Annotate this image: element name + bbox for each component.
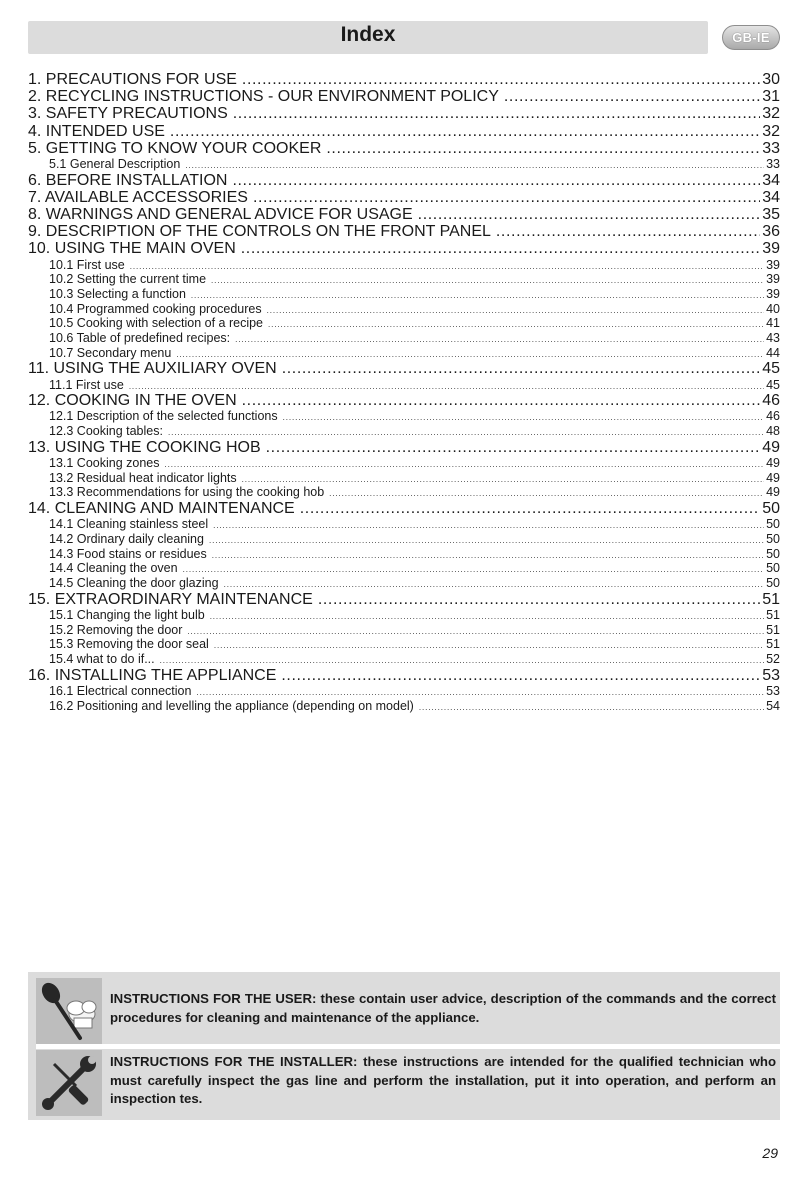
toc-page-number: 50 [766, 546, 780, 561]
toc-entry-title: 2. RECYCLING INSTRUCTIONS - OUR ENVIRONMENT POLICY [28, 88, 499, 106]
toc-entry-title: 15.2 Removing the door [49, 622, 183, 637]
toc-entry-title: 14.1 Cleaning stainless steel [49, 517, 209, 532]
toc-section-row [28, 360, 780, 377]
spoon-chef-hat-icon [36, 978, 102, 1044]
toc-section-row [28, 140, 780, 157]
toc-page-number: 50 [766, 561, 780, 576]
toc-subsection-row [28, 608, 780, 623]
toc-dot-leader [282, 360, 761, 377]
toc-dot-leader [504, 88, 760, 105]
language-badge: GB-IE [722, 25, 780, 50]
wrench-screwdriver-icon [36, 1050, 102, 1116]
toc-entry-title: 13.3 Recommendations for using the cooking hob [49, 485, 325, 500]
toc-dot-leader [300, 500, 760, 517]
toc-section-row [28, 439, 780, 456]
toc-dot-leader [266, 439, 761, 456]
toc-page-number: 53 [766, 683, 780, 698]
toc-dot-leader [496, 223, 760, 240]
toc-subsection-row [28, 331, 780, 346]
toc-section-row [28, 189, 780, 206]
toc-dot-leader [318, 591, 760, 608]
toc-section-row [28, 500, 780, 517]
toc-subsection-row [28, 157, 780, 172]
toc-page-number: 32 [762, 122, 780, 140]
toc-entry-title: 14.3 Food stains or residues [49, 546, 207, 561]
toc-subsection-row [28, 623, 780, 638]
toc-subsection-row [28, 576, 780, 591]
toc-subsection-row [28, 699, 780, 714]
toc-subsection-row [28, 258, 780, 273]
toc-entry-title: 1. PRECAUTIONS FOR USE [28, 71, 237, 88]
toc-section-row [28, 71, 780, 88]
toc-dot-leader [326, 140, 760, 157]
toc-entry-title: 10.7 Secondary menu [49, 345, 172, 360]
toc-dot-leader [281, 667, 760, 684]
toc-page-number: 54 [766, 698, 780, 713]
toc-page-number: 39 [766, 257, 780, 272]
page-number: 29 [762, 1145, 778, 1161]
toc-page-number: 33 [762, 139, 780, 157]
toc-entry-title: 15. EXTRAORDINARY MAINTENANCE [28, 590, 313, 608]
toc-entry-title: 14. CLEANING AND MAINTENANCE [28, 500, 295, 518]
toc-dot-leader [242, 71, 760, 88]
toc-page-number: 46 [766, 409, 780, 424]
toc-section-row [28, 172, 780, 189]
toc-subsection-row [28, 409, 780, 424]
toc-entry-title: 16.2 Positioning and levelling the appliance (depending on model) [49, 698, 414, 713]
toc-subsection-row [28, 471, 780, 486]
toc-page-number: 36 [762, 223, 780, 241]
toc-entry-title: 10.3 Selecting a function [49, 286, 186, 301]
toc-section-row [28, 105, 780, 122]
toc-subsection-row [28, 316, 780, 331]
toc-page-number: 50 [766, 517, 780, 532]
toc-page-number: 53 [762, 666, 780, 684]
toc-dot-leader [211, 274, 764, 289]
toc-dot-leader [165, 458, 765, 473]
toc-entry-title: 10.1 First use [49, 257, 125, 272]
toc-entry-title: 7. AVAILABLE ACCESSORIES [28, 188, 248, 206]
toc-page-number: 45 [766, 377, 780, 392]
toc-subsection-row [28, 547, 780, 562]
toc-entry-title: 10.2 Setting the current time [49, 272, 207, 287]
toc-entry-title: 10.6 Table of predefined recipes: [49, 331, 231, 345]
toc-page-number: 49 [762, 438, 780, 456]
toc-page-number: 40 [766, 301, 780, 316]
toc-page-number: 34 [762, 171, 780, 189]
toc-page-number: 49 [766, 456, 780, 470]
toc-dot-leader [213, 519, 764, 534]
toc-page-number: 32 [762, 105, 780, 123]
toc-dot-leader [419, 701, 764, 716]
toc-dot-leader [191, 289, 764, 304]
toc-page-number: 39 [762, 240, 780, 258]
toc-entry-title: 12.3 Cooking tables: [49, 424, 163, 439]
toc-entry-title: 13.2 Residual heat indicator lights [49, 470, 237, 485]
toc-page-number: 52 [766, 651, 780, 666]
toc-page-number: 50 [766, 576, 780, 590]
toc-dot-leader [235, 333, 764, 348]
toc-subsection-row [28, 684, 780, 699]
toc-section-row [28, 240, 780, 257]
toc-subsection-row [28, 287, 780, 302]
toc-dot-leader [170, 123, 760, 140]
toc-dot-leader [130, 260, 764, 275]
toc-entry-title: 5. GETTING TO KNOW YOUR COOKER [28, 139, 322, 157]
toc-dot-leader [209, 534, 764, 549]
toc-entry-title: 16.1 Electrical connection [49, 683, 192, 698]
page-title: Index [340, 23, 396, 46]
toc-page-number: 51 [766, 622, 780, 637]
toc-dot-leader [241, 240, 760, 257]
toc-subsection-row [28, 561, 780, 576]
toc-dot-leader [283, 411, 764, 426]
toc-page-number: 51 [766, 607, 780, 622]
toc-entry-title: 14.4 Cleaning the oven [49, 561, 178, 576]
toc-page-number: 39 [766, 272, 780, 287]
instruction-notes [28, 972, 780, 1120]
table-of-contents [28, 71, 780, 713]
toc-page-number: 50 [766, 531, 780, 546]
toc-entry-title: 11.1 First use [49, 377, 124, 392]
toc-dot-leader [233, 105, 760, 122]
toc-dot-leader [268, 318, 764, 333]
toc-page-number: 41 [766, 316, 780, 331]
toc-dot-leader [253, 189, 760, 206]
toc-entry-title: 5.1 General Description [49, 156, 181, 171]
toc-page-number: 49 [766, 470, 780, 485]
toc-subsection-row [28, 346, 780, 361]
toc-entry-title: 15.1 Changing the light bulb [49, 607, 205, 622]
toc-entry-title: 8. WARNINGS AND GENERAL ADVICE FOR USAGE [28, 206, 413, 223]
toc-page-number: 43 [766, 331, 780, 345]
toc-dot-leader [187, 625, 764, 640]
toc-entry-title: 11. USING THE AUXILIARY OVEN [28, 360, 277, 378]
toc-dot-leader [418, 206, 761, 223]
toc-page-number: 49 [766, 485, 780, 500]
toc-section-row [28, 123, 780, 140]
toc-entry-title: 9. DESCRIPTION OF THE CONTROLS ON THE FRONT PANEL [28, 223, 491, 241]
toc-page-number: 34 [762, 188, 780, 206]
toc-entry-title: 14.2 Ordinary daily cleaning [49, 531, 204, 546]
toc-entry-title: 6. BEFORE INSTALLATION [28, 171, 228, 189]
index-header-bar [28, 21, 708, 54]
toc-dot-leader [183, 563, 765, 578]
toc-subsection-row [28, 637, 780, 652]
toc-entry-title: 13. USING THE COOKING HOB [28, 438, 261, 456]
toc-page-number: 48 [766, 424, 780, 439]
toc-entry-title: 3. SAFETY PRECAUTIONS [28, 105, 228, 123]
note-divider [36, 1044, 780, 1049]
toc-page-number: 31 [762, 88, 780, 106]
toc-section-row [28, 223, 780, 240]
toc-entry-title: 10.4 Programmed cooking procedures [49, 301, 262, 316]
toc-page-number: 30 [762, 71, 780, 88]
installer-instructions-text: INSTRUCTIONS FOR THE INSTALLER: these instructions are intended for the qualified technician who must carefully inspect the gas line and perform the installation, put it into operation, and perform an inspection tes. [110, 1054, 776, 1106]
toc-subsection-row [28, 485, 780, 500]
user-instructions-text: INSTRUCTIONS FOR THE USER: these contain user advice, description of the commands and the correct procedures for cleaning and maintenance of the appliance. [110, 991, 776, 1025]
toc-page-number: 44 [766, 345, 780, 360]
toc-dot-leader [267, 304, 764, 319]
toc-entry-title: 15.3 Removing the door seal [49, 637, 209, 652]
toc-section-row [28, 88, 780, 105]
toc-entry-title: 13.1 Cooking zones [49, 456, 160, 470]
toc-entry-title: 10. USING THE MAIN OVEN [28, 240, 236, 258]
toc-dot-leader [210, 610, 764, 625]
toc-page-number: 45 [762, 360, 780, 378]
toc-entry-title: 14.5 Cleaning the door glazing [49, 576, 219, 590]
toc-subsection-row [28, 456, 780, 471]
toc-entry-title: 12.1 Description of the selected functions [49, 409, 278, 424]
toc-dot-leader [242, 392, 761, 409]
toc-page-number: 50 [762, 500, 780, 518]
toc-entry-title: 16. INSTALLING THE APPLIANCE [28, 666, 277, 684]
toc-subsection-row [28, 424, 780, 439]
toc-entry-title: 4. INTENDED USE [28, 122, 165, 140]
toc-entry-title: 12. COOKING IN THE OVEN [28, 392, 237, 410]
toc-page-number: 51 [762, 590, 780, 608]
toc-subsection-row [28, 302, 780, 317]
toc-page-number: 33 [766, 156, 780, 171]
toc-dot-leader [214, 639, 764, 654]
toc-entry-title: 10.5 Cooking with selection of a recipe [49, 316, 264, 331]
toc-dot-leader [232, 172, 760, 189]
toc-entry-title: 15.4 what to do if... [49, 651, 155, 666]
toc-section-row [28, 206, 780, 223]
toc-subsection-row [28, 652, 780, 667]
toc-subsection-row [28, 517, 780, 532]
toc-section-row [28, 667, 780, 684]
toc-subsection-row [28, 272, 780, 287]
toc-subsection-row [28, 378, 780, 393]
toc-page-number: 39 [766, 286, 780, 301]
toc-dot-leader [212, 549, 764, 564]
toc-section-row [28, 591, 780, 608]
toc-page-number: 46 [762, 392, 780, 410]
toc-section-row [28, 392, 780, 409]
toc-page-number: 35 [762, 206, 780, 223]
toc-page-number: 51 [766, 637, 780, 652]
toc-subsection-row [28, 532, 780, 547]
